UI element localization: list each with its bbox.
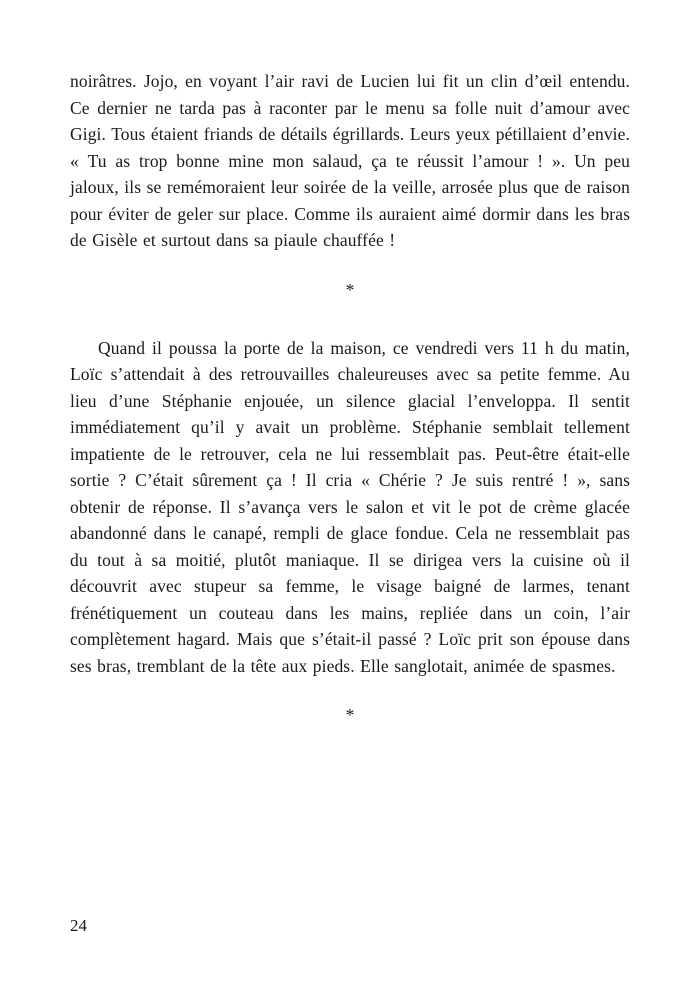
page-number: 24 [70,916,87,935]
section-separator: * [345,279,355,300]
paragraph: noirâtres. Jojo, en voyant l’air ravi de Lucien lui fit un clin d’œil entendu. Ce dernier ne tarda pas à raconter par le menu sa folle nuit d’amour avec Gigi. Tous étaient friands de détails égrillards. Leurs yeux pétillaient d’envie. « Tu as trop bonne mine mon salaud, ça te réussit l’amour ! ». Un peu jaloux, ils se remémoraient leur soirée de la veille, arrosée plus que de raison pour éviter de geler sur place. Comme ils auraient aimé dormir dans les bras de Gisèle et surtout dans sa piaule chauffée ! [70,71,630,250]
paragraph: Quand il poussa la porte de la maison, ce vendredi vers 11 h du matin, Loïc s’attendait à des retrouvailles chaleureuses avec sa petite femme. Au lieu d’une Stéphanie enjouée, un silence glacial l’enveloppa. Il sentit immédiatement qu’il y avait un problème. Stéphanie semblait tellement impatiente de le retrouver, cela ne lui ressemblait pas. Peut-être était-elle sortie ? C’était sûrement ça ! Il cria « Chérie ? Je suis rentré ! », sans obtenir de réponse. Il s’avança vers le salon et vit le pot de crème glacée abandonné dans le canapé, rempli de glace fondue. Cela ne ressemblait pas du tout à sa moitié, plutôt maniaque. Il se dirigea vers la cuisine où il découvrit avec stupeur sa femme, le visage baigné de larmes, tenant frénétiquement un couteau dans les mains, repliée dans un coin, l’air complètement hagard. Mais que s’était-il passé ? Loïc prit son épouse dans ses bras, tremblant de la tête aux pieds. Elle sanglotait, animée de spasmes. [70,337,630,676]
section-separator: * [345,705,355,725]
